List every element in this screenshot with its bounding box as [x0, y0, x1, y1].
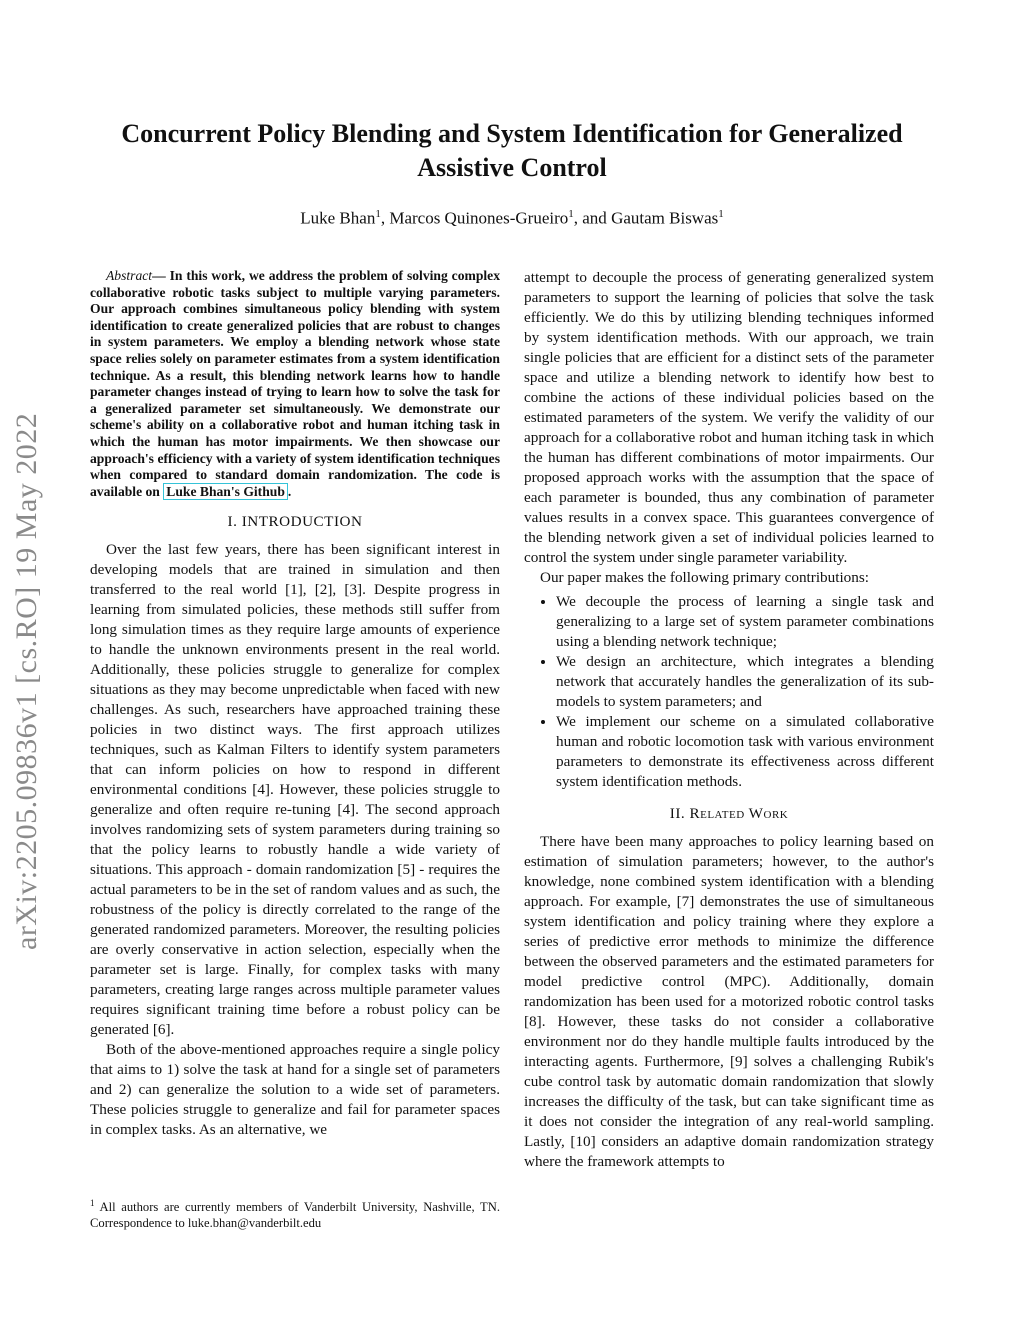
- abstract-end: .: [287, 483, 292, 499]
- author-name: Gautam Biswas: [611, 208, 719, 228]
- author-name: Marcos Quinones-Grueiro: [389, 208, 569, 228]
- footnote-text: All authors are currently members of Vanderbilt University, Nashville, TN. Correspondence to luke.bhan@vanderbilt.edu: [90, 1200, 500, 1231]
- left-column: [90, 268, 500, 1140]
- abstract-label: Abstract: [106, 268, 153, 283]
- author-affiliation: 1: [375, 208, 381, 220]
- list-item: • We decouple the process of learning a single task and generalizing to a large set of system parameter combinations using a blending network technique;: [556, 592, 934, 652]
- paper-title: Concurrent Policy Blending and System Identification for Generalized Assistive Control: [121, 119, 903, 182]
- section-heading-introduction: I. INTRODUCTION: [227, 513, 363, 531]
- author-list: [80, 208, 944, 229]
- footnote: [90, 1195, 500, 1231]
- related-work-paragraph: There have been many approaches to policy learning based on estimation of simulation parameters; however, to the author's knowledge, none combined system identification with a blending approach. For example, [7] demonstrates the use of simultaneous system identification and policy training where they explore a series of predictive error methods to minimize the difference between the observed parameters and the estimated parameters for model predictive control (MPC). Additionally, domain randomization has been used for a motorized robotic control tasks [8]. However, these tasks do not consider a collaborative environment nor do they handle multiple faults introduced by the interacting agents. Furthermore, [9] solves a challenging Rubik's cube control task by automatic domain randomization that slowly increases the difficulty of the task, but can take significant time as it does not consider the integration of any real-world sampling. Lastly, [10] considers an adaptive domain randomization strategy where the framework attempts to: [524, 833, 934, 1170]
- intro-paragraph-3: attempt to decouple the process of generating generalized system parameters to support the learning of policies that solve the task efficiently. We do this by utilizing blending techniques informed by system identification methods. With our approach, we train single policies that are efficient for a distinct sets of the parameter space and utilize a blending network to identify how best to combine the actions of these individual policies based on the estimated parameters of the system. We verify the validity of our approach for a collaborative robot and human itching task in which the human has different combinations of motor impairments. Our proposed approach works with the assumption that the space of each parameter is bounded, thus any combination of parameter values results in a convex space. This guarantees convergence of the blending network given a set of individual policies learned to control the system under single parameter variability.: [524, 269, 934, 566]
- author-affiliation: 1: [718, 208, 724, 220]
- author-separator: , and: [573, 208, 612, 228]
- contributions-intro: Our paper makes the following primary contributions:: [540, 569, 869, 586]
- arxiv-identifier: [10, 412, 44, 984]
- contributions-list: [524, 592, 934, 792]
- abstract-text: — In this work, we address the problem of solving complex collaborative robotic tasks subject to multiple varying parameters. Our approach combines simultaneous policy blending with system identification to create generalized policies that are robust to changes in system parameters. We employ a blending network whose state space relies solely on parameter estimates from a system identification technique. As a result, this blending network learns how to handle parameter changes instead of trying to learn how to solve the task for a generalized parameter set simultaneously. We demonstrate our scheme's ability on a collaborative robot and human itching task in which the human has motor impairments. We then showcase our approach's efficiency with a variety of system identification techniques when compared to standard domain randomization. The code is available on: [90, 268, 500, 499]
- right-column: [524, 268, 934, 1172]
- section-heading-related-work: II. Related Work: [669, 805, 789, 822]
- list-item: • We implement our scheme on a simulated collaborative human and robotic locomotion task with various environment parameters to demonstrate its effectiveness across different system identification methods.: [556, 712, 934, 792]
- abstract: [90, 268, 500, 500]
- intro-paragraph-2: Both of the above-mentioned approaches require a single policy that aims to 1) solve the task at hand for a single set of parameters and 2) can generalize the solution to a wide set of parameters. These policies struggle to generalize and fail for parameter spaces in complex tasks. As an alternative, we: [90, 1041, 500, 1139]
- intro-paragraph-1: Over the last few years, there has been significant interest in developing models that are trained in simulation and then transferred to the real world [1], [2], [3]. Despite progress in learning from simulated policies, these methods still suffer from long simulation times as they require large amounts of experience to handle the unknown environments present in the real world. Additionally, these policies struggle to generalize for complex situations as they may become unpredictable when faced with new challenges. As such, researchers have approached training these policies in two distinct ways. The first approach utilizes techniques, such as Kalman Filters to identify system parameters that can inform policies on how to respond in different environmental conditions [4]. However, these policies struggle to generalize and often require re-tuning [4]. The second approach involves randomizing sets of system parameters during training so that the policy learns to robustly handle a wide variety of situations. This approach - domain randomization [5] - requires the actual parameters to be in the set of random values and as such, the robustness of the policy is directly correlated to the range of the generated randomized parameters. Moreover, the resulting policies are overly conservative in action selection, especially when the parameter set is large. Finally, for complex tasks with many parameters, creating large ranges across multiple parameter values requires significant training time before a robust policy can be generated [6].: [90, 541, 500, 1039]
- author-name: Luke Bhan: [300, 208, 376, 228]
- author-affiliation: 1: [568, 208, 574, 220]
- list-item: • We design an architecture, which integrates a blending network that accurately handles the generalization of its sub-models to system parameters; and: [556, 652, 934, 712]
- author-separator: ,: [380, 208, 390, 228]
- footnote-marker: 1: [90, 1198, 95, 1208]
- arxiv-identifier-text: arXiv:2205.09836v1 [cs.RO] 19 May 2022: [10, 412, 43, 950]
- github-link[interactable]: Luke Bhan's Github: [163, 483, 288, 500]
